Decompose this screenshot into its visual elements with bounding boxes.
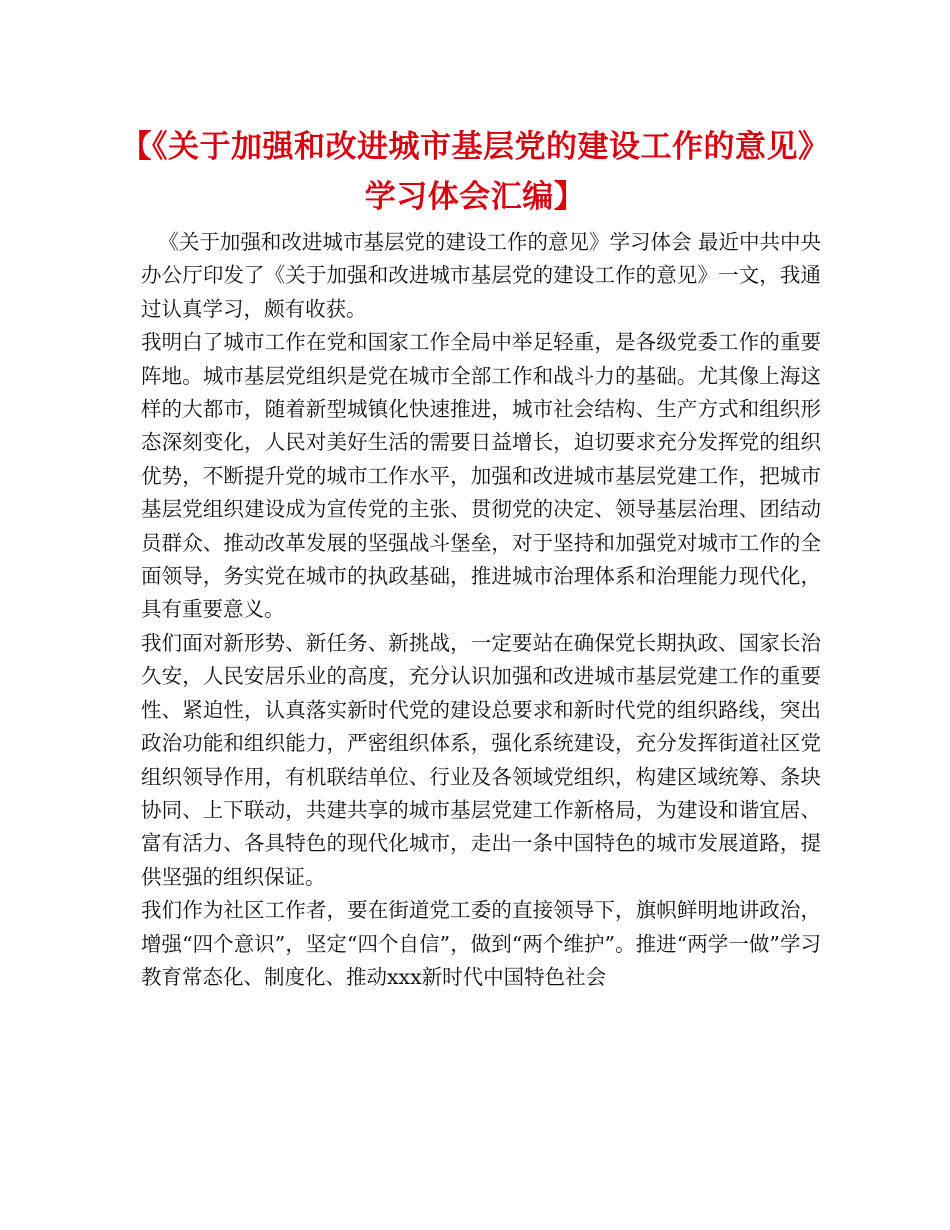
document-body	[141, 226, 821, 994]
paragraph-community-workers: 我们作为社区工作者，要在街道党工委的直接领导下，旗帜鲜明地讲政治，增强“四个意识”，坚定“四个自信”，做到“两个维护”。推进“两学一做”学习教育常态化、制度化、推动xxx新时代中国特色社会	[141, 898, 821, 989]
paragraph-new-situation: 我们面对新形势、新任务、新挑战，一定要站在确保党长期执政、国家长治久安，人民安居乐业的高度，充分认识加强和改进城市基层党建工作的重要性、紧迫性，认真落实新时代党的建设总要求和新时代党的组织路线，突出政治功能和组织能力，严密组织体系，强化系统建设，充分发挥街道社区党组织领导作用，有机联结单位、行业及各领域党组织，构建区域统筹、条块协同、上下联动，共建共享的城市基层党建工作新格局，为建设和谐宜居、富有活力、各具特色的现代化城市，走出一条中国特色的城市发展道路，提供坚强的组织保证。	[141, 630, 821, 889]
paragraph-intro: 《关于加强和改进城市基层党的建设工作的意见》学习体会 最近中共中央办公厅印发了《关于加强和改进城市基层党的建设工作的意见》一文，我通过认真学习，颇有收获。	[141, 230, 821, 321]
document-title: 【《关于加强和改进城市基层党的建设工作的意见》学习体会汇编】	[120, 129, 830, 215]
paragraph-city-work: 我明白了城市工作在党和国家工作全局中举足轻重，是各级党委工作的重要阵地。城市基层党组织是党在城市全部工作和战斗力的基础。尤其像上海这样的大都市，随着新型城镇化快速推进，城市社会结构、生产方式和组织形态深刻变化，人民对美好生活的需要日益增长，迫切要求充分发挥党的组织优势，不断提升党的城市工作水平，加强和改进城市基层党建工作，把城市基层党组织建设成为宣传党的主张、贯彻党的决定、领导基层治理、团结动员群众、推动改革发展的坚强战斗堡垒，对于坚持和加强党对城市工作的全面领导，务实党在城市的执政基础，推进城市治理体系和治理能力现代化，具有重要意义。	[141, 330, 821, 622]
